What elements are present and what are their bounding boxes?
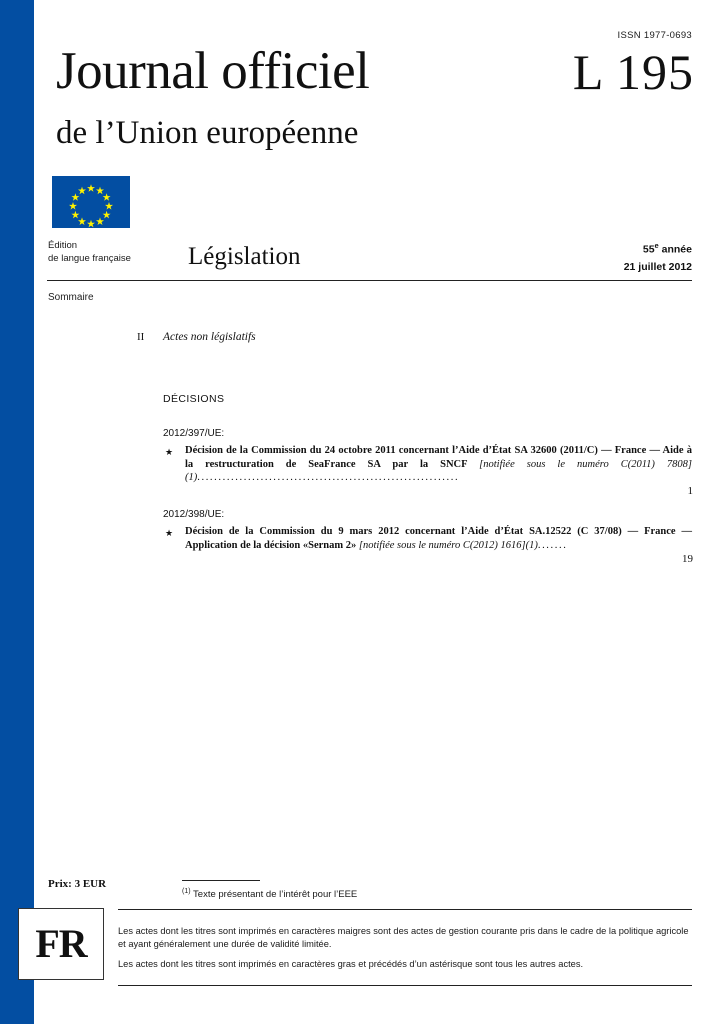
footer-note-1: Les actes dont les titres sont imprimés en caractères maigres sont des actes de gestion courante pris dans le cadre de la politique agricole et ayant généralement une durée de validité limitée.: [118, 926, 689, 949]
eee-footnote: [182, 888, 357, 900]
eee-footnote-mark: (1): [182, 888, 191, 895]
entry-number: 2012/397/UE:: [163, 428, 225, 439]
entry-title: [185, 525, 692, 552]
edition-line-2: de langue française: [48, 252, 131, 264]
entry-title: [185, 444, 692, 485]
section-roman-numeral: II: [137, 331, 145, 343]
year-suffix: e: [654, 241, 659, 250]
page-subtitle: de l’Union européenne: [56, 115, 359, 151]
issn-number: ISSN 1977-0693: [617, 30, 692, 41]
footnote-divider: [182, 880, 260, 881]
eee-footnote-text: Texte présentant de l’intérêt pour l’EEE: [190, 889, 358, 901]
entry-footnote-mark: (1): [185, 472, 198, 484]
entry-title-bold: Décision de la Commission du 24 octobre 2011 concernant l’Aide d’État SA 32600 (2011/C) — France — Aide à la restructuration de SeaFrance SA par la SNCF: [185, 445, 692, 470]
footer-note-2: Les actes dont les titres sont imprimés en caractères gras et précédés d’un astérisque sont tous les autres actes.: [118, 959, 584, 969]
price-label: Prix: 3 EUR: [48, 878, 107, 890]
header-divider: [47, 280, 692, 281]
entry-number: 2012/398/UE:: [163, 509, 225, 520]
year-word: année: [661, 243, 692, 256]
dot-leader: .......: [537, 539, 568, 551]
list-item[interactable]: [163, 509, 693, 565]
volume-number: L 195: [572, 44, 694, 100]
page-title: Journal officiel: [56, 42, 370, 100]
publication-date: 21 juillet 2012: [623, 260, 692, 273]
dot-leader: ..............................................................: [197, 472, 460, 484]
section-title: Actes non législatifs: [163, 331, 256, 343]
entry-title-bold: Décision de la Commission du 9 mars 2012 concernant l’Aide d’État SA.12522 (C 37/08) — France — Application de la décision «Sernam 2»: [185, 526, 692, 551]
eu-flag-icon: [52, 176, 130, 228]
language-code-box: [18, 908, 104, 980]
entry-body: [163, 444, 693, 497]
subsection-title: DÉCISIONS: [163, 393, 225, 405]
edition-language: [48, 240, 131, 265]
year-and-date: [624, 237, 692, 276]
entry-page-number: 19: [682, 553, 693, 565]
entry-notification-ref: [notifiée sous le numéro C(2012) 1616]: [358, 539, 526, 551]
edition-line-1: Édition: [48, 240, 78, 251]
entry-notification-ref: [notifiée sous le numéro C(2011) 7808]: [479, 458, 693, 470]
year-number: 55: [642, 243, 655, 256]
language-code-label: FR: [35, 921, 87, 966]
entry-footnote-mark: (1): [525, 539, 538, 551]
volume-year: [624, 237, 692, 259]
entry-page-number: 1: [687, 485, 693, 497]
list-item[interactable]: [163, 428, 693, 497]
entry-body: [163, 525, 693, 565]
footer-divider-bottom: [118, 985, 692, 986]
star-bullet-icon: ★: [165, 447, 174, 457]
legislation-heading: Législation: [188, 243, 301, 270]
star-bullet-icon: ★: [165, 528, 174, 538]
contents-label: Sommaire: [48, 292, 94, 303]
footer-divider-top: [118, 909, 692, 910]
